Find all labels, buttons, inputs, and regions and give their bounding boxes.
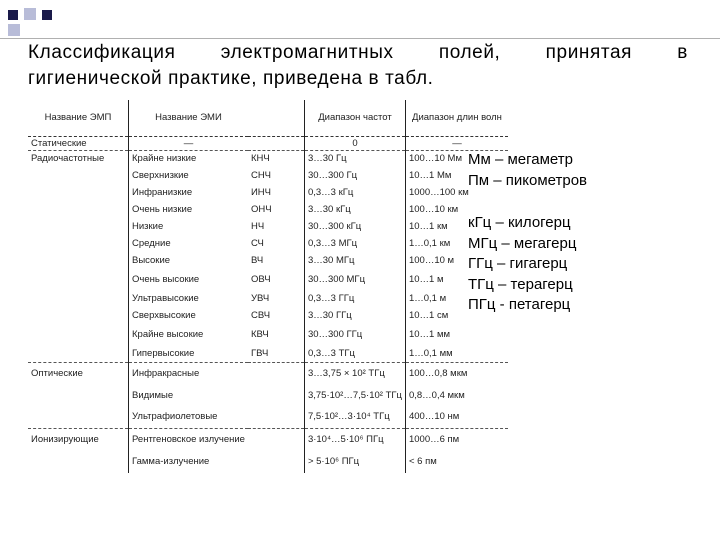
- cell-freq: 3,75·10²…7,5·10² ТГц: [304, 385, 405, 407]
- cell-wave: 10…1 см: [408, 310, 449, 321]
- cell-wave: 1…0,1 м: [408, 293, 447, 304]
- cell-name: Рентгеновское излучение: [129, 429, 248, 451]
- cell-freq: 0: [304, 137, 405, 151]
- table-row: [28, 151, 508, 168]
- cell-freq: 0,3…3 кГц: [304, 185, 405, 202]
- cell-group: [28, 385, 129, 407]
- cell-name: Гипервысокие: [132, 347, 195, 359]
- cell-name: Низкие: [132, 221, 164, 232]
- cell-name: Гамма-излучение: [132, 455, 210, 467]
- legend-item: Мм – мегаметр: [468, 151, 573, 168]
- cell-wave: —: [452, 137, 462, 149]
- header-emi-name: Название ЭМИ: [129, 100, 248, 137]
- table-row: [28, 185, 508, 202]
- table-header-row: [28, 100, 508, 137]
- cell-freq: 30…300 Гц: [304, 168, 405, 185]
- cell-wave: 10…1 м: [408, 274, 444, 285]
- cell-abbr: УВЧ: [248, 291, 305, 308]
- header-frequency: Диапазон частот: [304, 100, 405, 137]
- title-line-2: гигиенической практике, приведена в табл.: [28, 68, 434, 89]
- cell-group: [28, 291, 129, 308]
- cell-group: [28, 451, 129, 473]
- cell-abbr: ГВЧ: [248, 346, 305, 363]
- deco-square-light-1: [24, 8, 36, 20]
- cell-name: Средние: [132, 238, 171, 249]
- cell-freq: 0,3…3 ТГц: [304, 346, 405, 363]
- table-row: [28, 429, 508, 451]
- cell-freq: 3…30 кГц: [304, 202, 405, 219]
- cell-freq: 30…300 МГц: [304, 270, 405, 291]
- cell-wave: 1…0,1 км: [408, 238, 451, 249]
- table-row: [28, 253, 508, 270]
- cell-group: [28, 202, 129, 219]
- table-row: [28, 270, 508, 291]
- cell-abbr: ИНЧ: [248, 185, 305, 202]
- cell-wave: 400…10 нм: [408, 411, 460, 423]
- table-row: [28, 219, 508, 236]
- cell-abbr: ВЧ: [248, 253, 305, 270]
- cell-name: Высокие: [132, 255, 171, 266]
- table-row: [28, 202, 508, 219]
- cell-wave: 100…10 м: [408, 255, 455, 266]
- cell-name: Сверхвысокие: [132, 310, 196, 321]
- cell-group: [28, 308, 129, 325]
- header-wavelength: Диапазон длин волн: [405, 100, 508, 137]
- table-row: [28, 137, 508, 151]
- deco-square-dark-1: [8, 10, 18, 20]
- cell-freq: 3…3,75 × 10² ТГц: [304, 363, 405, 385]
- table-row: [28, 308, 508, 325]
- table-body: [28, 137, 508, 473]
- cell-wave: 10…1 км: [408, 221, 448, 232]
- legend-item: кГц – килогерц: [468, 214, 571, 231]
- cell-wave: 100…10 км: [408, 204, 459, 215]
- legend-item: Пм – пикометров: [468, 171, 588, 189]
- cell-group: [28, 325, 129, 346]
- cell-wave: 1000…100 км: [408, 187, 469, 198]
- cell-freq: 3…30 ГГц: [304, 308, 405, 325]
- cell-freq: 3…30 Гц: [304, 151, 405, 168]
- units-legend: [468, 150, 587, 316]
- cell-freq: 3·10⁴…5·10⁶ ПГц: [304, 429, 405, 451]
- cell-group: Статические: [28, 137, 129, 151]
- cell-wave: 100…10 Мм: [405, 151, 508, 168]
- cell-group: Ионизирующие: [28, 429, 129, 451]
- cell-group: [28, 270, 129, 291]
- cell-name: Крайне низкие: [129, 151, 248, 168]
- cell-group: [28, 407, 129, 429]
- cell-wave: 10…1 Мм: [408, 170, 452, 181]
- cell-freq: 7,5·10²…3·10⁴ ТГц: [304, 407, 405, 429]
- cell-name: Крайне высокие: [132, 329, 204, 340]
- cell-group: [28, 253, 129, 270]
- cell-abbr: КНЧ: [248, 151, 305, 168]
- cell-freq: 0,3…3 МГц: [304, 236, 405, 253]
- cell-name: —: [183, 137, 194, 149]
- cell-wave: 10…1 мм: [408, 329, 451, 340]
- cell-group: [28, 219, 129, 236]
- cell-name: Ультрафиолетовые: [132, 411, 218, 423]
- cell-wave: 100…0,8 мкм: [405, 363, 508, 385]
- table-row: [28, 168, 508, 185]
- table-row: [28, 385, 508, 407]
- cell-name: Очень высокие: [132, 274, 200, 285]
- cell-freq: > 5·10⁶ ПГц: [304, 451, 405, 473]
- cell-freq: 3…30 МГц: [304, 253, 405, 270]
- cell-freq: 30…300 ГГц: [304, 325, 405, 346]
- cell-group: [28, 346, 129, 363]
- header-abbr: [248, 100, 305, 137]
- cell-wave: 1000…6 пм: [405, 429, 508, 451]
- legend-item: ПГц - петагерц: [468, 296, 571, 313]
- table-row: [28, 407, 508, 429]
- cell-group: Радиочастотные: [28, 151, 129, 168]
- table-row: [28, 291, 508, 308]
- cell-group: Оптические: [28, 363, 129, 385]
- cell-name: Ультравысокие: [132, 293, 199, 304]
- emp-classification-table: [28, 100, 508, 473]
- cell-group: [28, 168, 129, 185]
- cell-name: Инфракрасные: [129, 363, 248, 385]
- cell-abbr: ОНЧ: [248, 202, 305, 219]
- cell-group: [28, 236, 129, 253]
- legend-item: ТГц – терагерц: [468, 275, 573, 293]
- table-row: [28, 363, 508, 385]
- cell-name: Инфранизкие: [132, 187, 193, 198]
- legend-gap: [468, 191, 587, 213]
- cell-abbr: [248, 407, 305, 429]
- cell-abbr: СНЧ: [248, 168, 305, 185]
- header-rule: [0, 38, 720, 39]
- cell-abbr: НЧ: [248, 219, 305, 236]
- header-emf-name: Название ЭМП: [28, 100, 129, 137]
- cell-wave: < 6 пм: [408, 455, 437, 467]
- cell-abbr: [248, 429, 305, 451]
- cell-name: Очень низкие: [132, 204, 193, 215]
- cell-name: Видимые: [132, 389, 174, 401]
- deco-square-dark-2: [42, 10, 52, 20]
- cell-wave: 1…0,1 мм: [408, 347, 453, 359]
- cell-wave: 0,8…0,4 мкм: [408, 389, 465, 401]
- legend-item: ГГц – гигагерц: [468, 255, 568, 272]
- slide-title: [28, 40, 688, 92]
- cell-abbr: КВЧ: [248, 325, 305, 346]
- cell-freq: 30…300 кГц: [304, 219, 405, 236]
- cell-abbr: [248, 385, 305, 407]
- deco-square-light-2: [8, 24, 20, 36]
- cell-abbr: ОВЧ: [248, 270, 305, 291]
- cell-abbr: [248, 137, 305, 151]
- cell-abbr: [248, 451, 305, 473]
- cell-abbr: СВЧ: [248, 308, 305, 325]
- cell-abbr: СЧ: [248, 236, 305, 253]
- table-row: [28, 325, 508, 346]
- table-row: [28, 236, 508, 253]
- cell-abbr: [248, 363, 305, 385]
- title-line-1: Классификация электромагнитных полей, принятая в: [28, 42, 688, 63]
- table-row: [28, 451, 508, 473]
- cell-freq: 0,3…3 ГГц: [304, 291, 405, 308]
- table-row: [28, 346, 508, 363]
- cell-group: [28, 185, 129, 202]
- cell-name: Сверхнизкие: [132, 170, 189, 181]
- legend-item: МГц – мегагерц: [468, 234, 577, 252]
